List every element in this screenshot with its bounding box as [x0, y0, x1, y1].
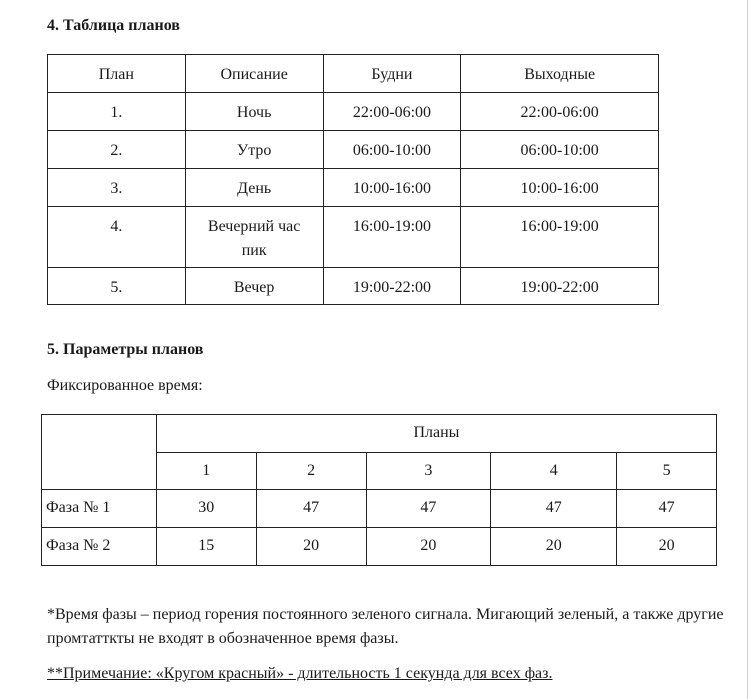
- cell-weekdays: 19:00-22:00: [323, 268, 461, 305]
- fixed-time-label: Фиксированное время:: [47, 377, 203, 394]
- header-plan: План: [48, 55, 186, 93]
- cell-description: День: [185, 169, 323, 207]
- table-row: [48, 93, 659, 131]
- plan-number: 1: [156, 453, 256, 490]
- cell-weekends: 10:00-16:00: [461, 169, 659, 207]
- phase-row: [42, 528, 717, 566]
- cell-description: Вечерний час пик: [185, 207, 323, 268]
- header-description: Описание: [185, 55, 323, 93]
- cell-weekdays: 22:00-06:00: [323, 93, 461, 131]
- empty-corner-cell: [42, 415, 157, 490]
- plan-number: 5: [617, 453, 717, 490]
- plans-table: [47, 54, 659, 305]
- cell-weekends: 06:00-10:00: [461, 131, 659, 169]
- phase-value: 20: [491, 528, 617, 566]
- table-row: [48, 131, 659, 169]
- phase-label: Фаза № 1: [42, 490, 157, 528]
- cell-weekends: 19:00-22:00: [461, 268, 659, 305]
- table-header-row: [48, 55, 659, 93]
- cell-weekdays: 06:00-10:00: [323, 131, 461, 169]
- all-red-remark: **Примечание: «Кругом красный» - длительность 1 секунда для всех фаз.: [47, 665, 553, 682]
- plans-header: Планы: [156, 415, 716, 453]
- cell-plan: 3.: [48, 169, 186, 207]
- header-weekends: Выходные: [461, 55, 659, 93]
- cell-weekdays: 16:00-19:00: [323, 207, 461, 268]
- phase-value: 47: [491, 490, 617, 528]
- header-weekdays: Будни: [323, 55, 461, 93]
- table-row: [48, 207, 659, 268]
- phase-time-footnote: *Время фазы – период горения постоянного зеленого сигнала. Мигающий зеленый, а также другие промтатткты не входят в обозначенное время фазы.: [47, 606, 724, 647]
- cell-plan: 4.: [48, 207, 186, 268]
- phase-value: 47: [366, 490, 491, 528]
- plan-parameters-table: [41, 414, 717, 566]
- phase-value: 30: [156, 490, 256, 528]
- table-row: [48, 169, 659, 207]
- section-4-heading: 4. Таблица планов: [47, 17, 180, 34]
- cell-description: Вечер: [185, 268, 323, 305]
- cell-plan: 5.: [48, 268, 186, 305]
- plans-header-row: [42, 415, 717, 453]
- cell-weekdays: 10:00-16:00: [323, 169, 461, 207]
- phase-value: 47: [256, 490, 366, 528]
- phase-value: 20: [256, 528, 366, 566]
- cell-description: Ночь: [185, 93, 323, 131]
- phase-value: 20: [366, 528, 491, 566]
- cell-weekends: 22:00-06:00: [461, 93, 659, 131]
- table-row: [48, 268, 659, 305]
- cell-plan: 1.: [48, 93, 186, 131]
- plan-number: 4: [491, 453, 617, 490]
- phase-row: [42, 490, 717, 528]
- cell-weekends: 16:00-19:00: [461, 207, 659, 268]
- section-5-heading: 5. Параметры планов: [47, 341, 204, 358]
- plan-number: 3: [366, 453, 491, 490]
- plan-number: 2: [256, 453, 366, 490]
- phase-value: 20: [617, 528, 717, 566]
- phase-value: 15: [156, 528, 256, 566]
- cell-description: Утро: [185, 131, 323, 169]
- phase-label: Фаза № 2: [42, 528, 157, 566]
- phase-value: 47: [617, 490, 717, 528]
- page-edge: [747, 0, 748, 699]
- cell-plan: 2.: [48, 131, 186, 169]
